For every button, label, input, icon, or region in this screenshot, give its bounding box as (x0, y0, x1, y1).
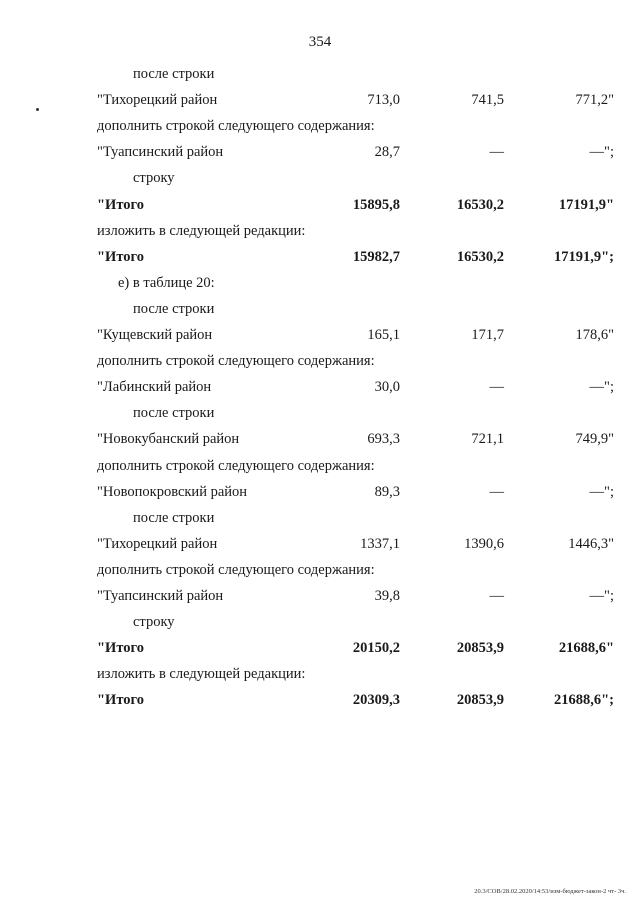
instruction-line (0, 614, 640, 636)
instruction-line (0, 405, 640, 427)
value-col-2: — (489, 144, 504, 161)
value-col-1: 89,3 (374, 483, 400, 500)
row-label: "Итого (97, 640, 144, 657)
value-col-3: 178,6" (575, 327, 614, 343)
instruction-text: после строки (133, 509, 215, 526)
value-col-2: 171,7 (471, 327, 504, 343)
row-label: "Тихорецкий район (97, 92, 218, 109)
instruction-text: изложить в следующей редакции: (97, 666, 306, 683)
instruction-text: строку (133, 614, 175, 631)
value-col-1: 713,0 (367, 92, 400, 109)
instruction-line (0, 458, 640, 480)
table-row (0, 431, 640, 453)
table-row (0, 536, 640, 558)
value-col-2: 20853,9 (456, 640, 504, 657)
value-col-2: 16530,2 (456, 248, 504, 265)
value-col-2: — (489, 379, 504, 396)
table-row (0, 588, 640, 610)
table-row (0, 379, 640, 401)
value-col-1: 20150,2 (352, 640, 400, 657)
value-col-1: 30,0 (374, 379, 400, 396)
value-col-2: 20853,9 (456, 692, 504, 709)
instruction-text: строку (133, 170, 175, 187)
instruction-line (0, 666, 640, 688)
value-col-1: 20309,3 (352, 692, 400, 709)
value-col-1: 15895,8 (352, 196, 400, 213)
value-col-3: —"; (589, 483, 614, 500)
table-row (0, 197, 640, 219)
instruction-text: после строки (133, 405, 215, 422)
document-footer: 20.3/СОВ/28.02.2020/14:53/изм-бюджет-закон-2 чт- 3ч. (474, 888, 626, 895)
row-label: "Итого (97, 248, 144, 265)
row-label: "Итого (97, 196, 144, 213)
value-col-3: 17191,9"; (553, 248, 614, 265)
row-label: "Кущевский район (97, 327, 213, 343)
value-col-2: — (489, 588, 504, 604)
value-col-3: 17191,9" (558, 196, 614, 213)
row-label: "Новопокровский район (97, 483, 248, 500)
value-col-2: 1390,6 (464, 535, 504, 552)
value-col-2: 741,5 (471, 92, 504, 109)
instruction-line (0, 118, 640, 140)
table-row (0, 484, 640, 506)
instruction-line (0, 353, 640, 375)
table-row (0, 249, 640, 271)
instruction-text: дополнить строкой следующего содержания: (97, 561, 375, 578)
value-col-1: 15982,7 (352, 248, 400, 265)
table-row (0, 92, 640, 114)
value-col-2: — (489, 483, 504, 500)
instruction-line (0, 170, 640, 192)
instruction-text: изложить в следующей редакции: (97, 222, 306, 239)
instruction-line (0, 275, 640, 297)
table-row (0, 692, 640, 714)
value-col-3: 771,2" (575, 92, 614, 109)
instruction-line (0, 562, 640, 584)
value-col-3: —"; (589, 144, 614, 161)
value-col-1: 28,7 (374, 144, 400, 161)
instruction-line (0, 66, 640, 88)
instruction-text: дополнить строкой следующего содержания: (97, 118, 375, 135)
row-label: "Тихорецкий район (97, 535, 218, 552)
row-label: "Туапсинский район (97, 588, 224, 604)
row-label: "Лабинский район (97, 379, 212, 396)
value-col-1: 165,1 (367, 327, 400, 343)
instruction-line (0, 301, 640, 323)
instruction-text: после строки (133, 66, 215, 82)
value-col-3: 21688,6"; (553, 692, 614, 709)
value-col-1: 39,8 (374, 588, 400, 604)
instruction-line (0, 223, 640, 245)
value-col-2: 16530,2 (456, 196, 504, 213)
value-col-1: 693,3 (367, 431, 400, 448)
table-row (0, 640, 640, 662)
table-row (0, 144, 640, 166)
value-col-3: 21688,6" (558, 640, 614, 657)
value-col-3: 1446,3" (568, 535, 614, 552)
instruction-line (0, 510, 640, 532)
value-col-3: —"; (589, 588, 614, 604)
instruction-text: е) в таблице 20: (118, 274, 215, 291)
instruction-text: после строки (133, 300, 215, 317)
page-number: 354 (308, 34, 332, 50)
value-col-3: 749,9" (575, 431, 614, 448)
instruction-text: дополнить строкой следующего содержания: (97, 353, 375, 370)
instruction-text: дополнить строкой следующего содержания: (97, 457, 375, 474)
value-col-3: —"; (589, 379, 614, 396)
table-row (0, 327, 640, 349)
value-col-2: 721,1 (471, 431, 504, 448)
value-col-1: 1337,1 (360, 535, 400, 552)
row-label: "Итого (97, 692, 144, 709)
row-label: "Новокубанский район (97, 431, 240, 448)
row-label: "Туапсинский район (97, 144, 224, 161)
